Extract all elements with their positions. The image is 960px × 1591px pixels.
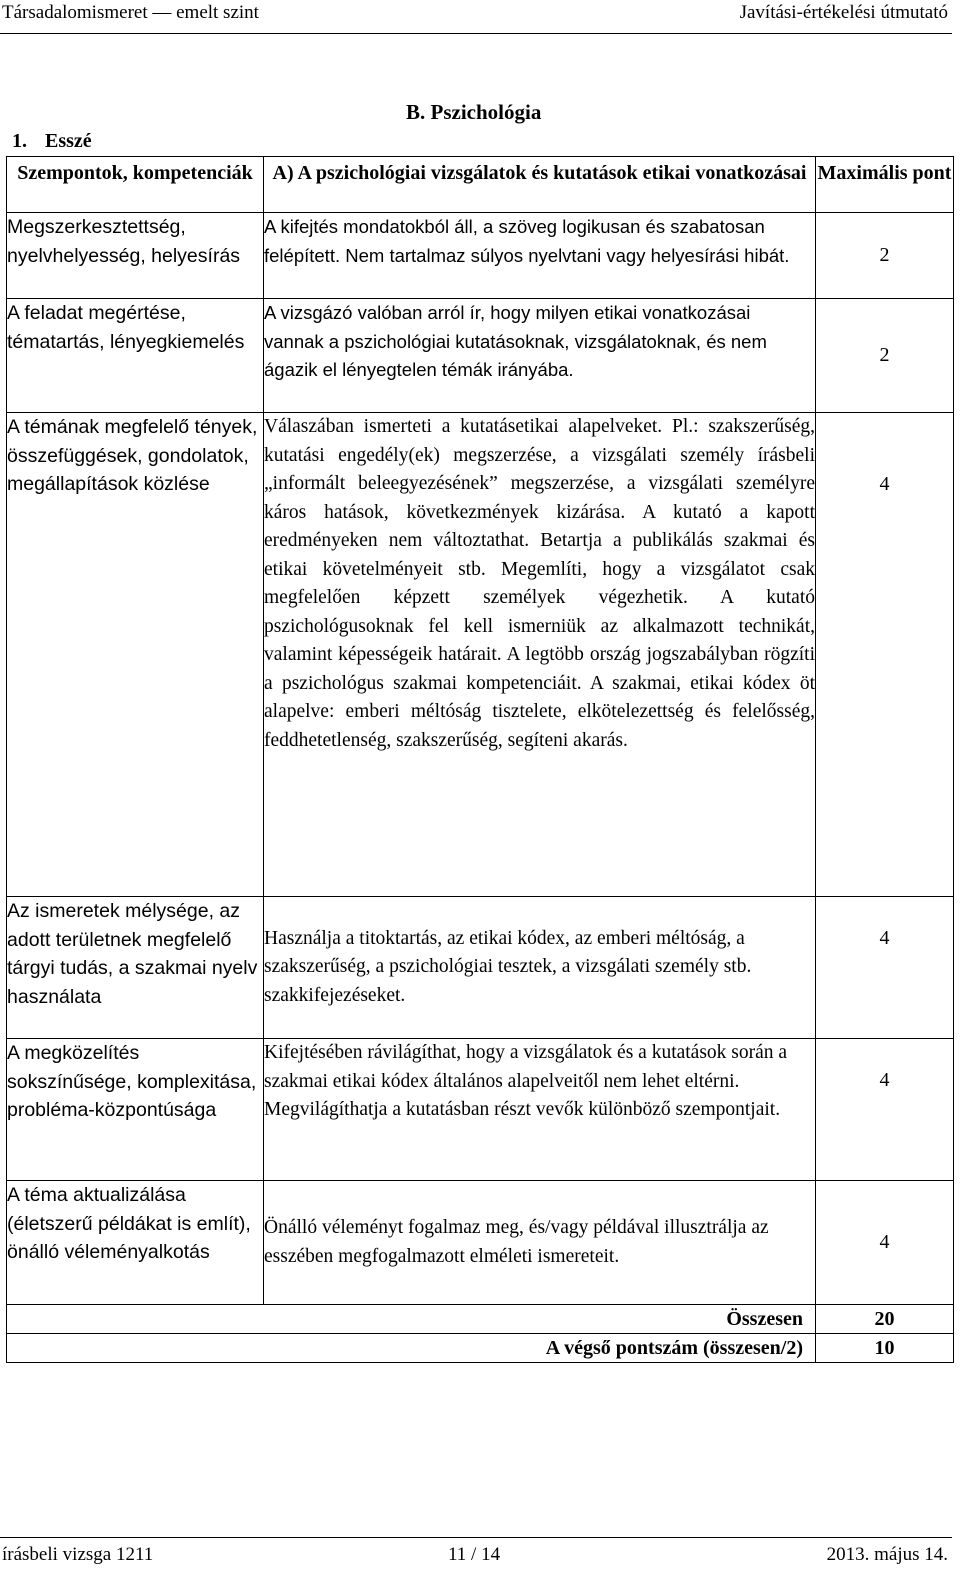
criteria-header: Szempontok, kompetenciák — [7, 157, 264, 213]
header-rule — [0, 33, 952, 34]
footer-rule — [0, 1537, 952, 1538]
points-cell: 4 — [816, 1039, 954, 1181]
footer-page-number: 11 / 14 — [448, 1544, 501, 1565]
final-score-value: 10 — [816, 1334, 954, 1363]
description-line: Megvilágíthatja a kutatásban részt vevők különböző szempontjait. — [264, 1099, 781, 1120]
table-row — [7, 1181, 954, 1305]
criterion-cell: Az ismeretek mélysége, az adott területnek megfelelő tárgyi tudás, a szakmai nyelv használata — [7, 897, 264, 1039]
grading-table — [6, 156, 954, 1363]
footer-date: 2013. május 14. — [826, 1544, 948, 1565]
points-cell: 2 — [816, 213, 954, 299]
table-header-row — [7, 157, 954, 213]
criterion-cell: Megszerkesztettség, nyelvhelyesség, helyesírás — [7, 213, 264, 299]
essay-number: 1. — [12, 130, 27, 152]
points-cell: 2 — [816, 299, 954, 413]
page-header — [0, 0, 960, 36]
essay-label: Esszé — [45, 130, 92, 152]
description-cell — [264, 1039, 816, 1181]
criterion-cell: A téma aktualizálása (életszerű példákat is említ), önálló véleményalkotás — [7, 1181, 264, 1305]
header-doc-type: Javítási-értékelési útmutató — [739, 2, 948, 23]
points-header: Maximális pont — [816, 157, 954, 213]
final-score-row — [7, 1334, 954, 1363]
total-value: 20 — [816, 1305, 954, 1334]
description-header: A) A pszichológiai vizsgálatok és kutatások etikai vonatkozásai — [264, 157, 816, 213]
table-row — [7, 299, 954, 413]
section-title: B. Pszichológia — [406, 100, 542, 124]
total-row — [7, 1305, 954, 1334]
description-cell: A kifejtés mondatokból áll, a szöveg logikusan és szabatosan felépített. Nem tartalmaz súlyos nyelvtani vagy helyesírási hibát. — [264, 213, 816, 299]
final-score-label: A végső pontszám (összesen/2) — [7, 1334, 816, 1363]
footer-exam-code: írásbeli vizsga 1211 — [2, 1544, 154, 1565]
description-cell: Önálló véleményt fogalmaz meg, és/vagy példával illusztrálja az esszében megfogalmazott elméleti ismereteit. — [264, 1181, 816, 1305]
description-cell: A vizsgázó valóban arról ír, hogy milyen etikai vonatkozásai vannak a pszichológiai kutatásoknak, vizsgálatoknak, és nem ágazik el lényegtelen témák irányába. — [264, 299, 816, 413]
description-cell: Válaszában ismerteti a kutatásetikai alapelveket. Pl.: szakszerűség, kutatási engedély(ek) megszerzése, a vizsgálati személy írásbeli „informált beleegyezésének” megszerzése, a vizsgálati személyre káros hatások, következmények kizárása. A kutató a kapott eredményeken nem változtathat. Betartja a publikálás szakmai és etikai követelményeit stb. Megemlíti, hogy a vizsgálatot csak megfelelően képzett személyek végezhetik. A kutató pszichológusoknak fel kell ismerniük az alkalmazott technikát, valamint képességeik határait. A legtöbb ország jogszabályban rögzíti a pszichológus szakmai kompetenciáit. A szakmai, etikai kódex öt alapelve: emberi méltóság tisztelete, elkötelezettség és felelősség, feddhetetlenség, szakszerűség, segíteni akarás. — [264, 413, 816, 897]
criterion-cell: A feladat megértése, tématartás, lényegkiemelés — [7, 299, 264, 413]
points-cell: 4 — [816, 413, 954, 897]
criterion-cell: A témának megfelelő tények, összefüggések, gondolatok, megállapítások közlése — [7, 413, 264, 897]
description-cell: Használja a titoktartás, az etikai kódex, az emberi méltóság, a szakszerűség, a pszichológiai tesztek, a vizsgálati személy stb. szakkifejezéseket. — [264, 897, 816, 1039]
table-row — [7, 1039, 954, 1181]
essay-title — [12, 130, 92, 153]
table-row — [7, 213, 954, 299]
total-label: Összesen — [7, 1305, 816, 1334]
table-row — [7, 413, 954, 897]
criterion-cell: A megközelítés sokszínűsége, komplexitása, probléma-központúsága — [7, 1039, 264, 1181]
header-subject: Társadalomismeret — emelt szint — [2, 2, 259, 23]
points-cell: 4 — [816, 1181, 954, 1305]
points-cell: 4 — [816, 897, 954, 1039]
table-row — [7, 897, 954, 1039]
description-line: Kifejtésében rávilágíthat, hogy a vizsgálatok és a kutatások során a szakmai etikai kódex általános alapelveitől nem lehet eltérni. — [264, 1042, 788, 1092]
